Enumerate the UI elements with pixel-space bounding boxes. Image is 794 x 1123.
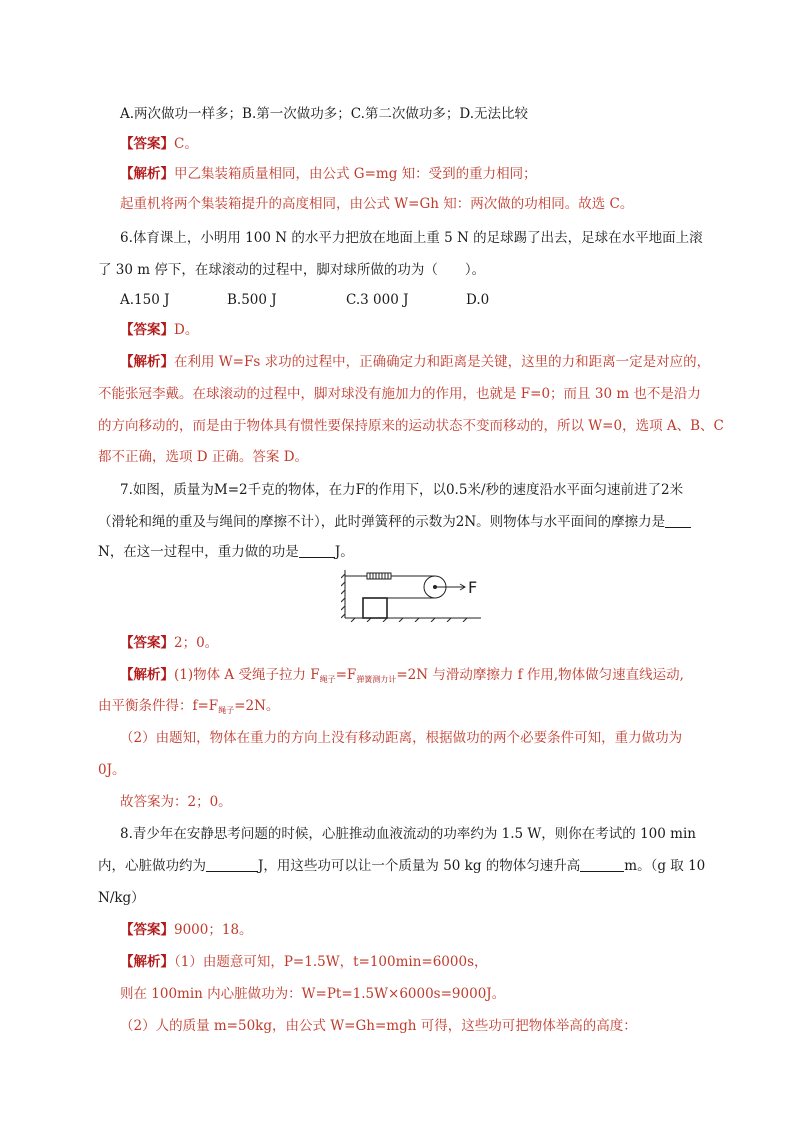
answer-tag: 【答案】 [120,635,174,651]
q8-analysis-line-2: 则在 100min 内心脏做功为：W=Pt=1.5W×6000s=9000J。 [120,986,506,1002]
analysis-text: 由平衡条件得：f=F [98,698,219,714]
subscript: 弹簧测力计 [356,675,397,684]
q5-options: A.两次做功一样多；B.第一次做功多；C.第二次做功多；D.无法比较 [120,106,529,122]
q7-stem-line-2 [98,512,691,532]
answer-blank [206,857,258,872]
q6-analysis-line-3: 的方向移动的，而是由于物体具有惯性要保持原来的运动状态不变而移动的，所以 W=0，选项 A、B、C [98,418,724,434]
analysis-text: (1)物体 A 受绳子拉力 F [174,667,320,683]
q8-answer [120,920,253,940]
block [363,598,387,618]
q6-option-a: A.150 J [120,292,170,308]
q6-option-d: D.0 [466,292,490,308]
answer-value: D。 [174,322,199,338]
q7-analysis-line-2 [98,696,279,721]
analysis-text: =F [335,667,357,683]
q5-analysis-line-1 [120,164,537,184]
q7-stem-text: J。 [334,544,354,560]
analysis-text: 甲乙集装箱质量相同，由公式 G=mg 知：受到的重力相同； [174,166,537,182]
q8-stem-text: m。（g 取 10 [624,858,706,874]
q7-analysis-line-1 [120,665,684,690]
analysis-tag: 【解析】 [120,166,174,182]
analysis-tag: 【解析】 [120,954,174,970]
answer-blank [580,857,624,872]
q8-stem-line-2 [98,856,705,876]
q6-stem-line-2: 了 30 m 停下，在球滚动的过程中，脚对球所做的功为（ ）。 [98,262,486,278]
q8-analysis-line-1 [120,952,488,972]
q8-stem-line-1: 8.青少年在安静思考问题的时候，心脏推动血液流动的功率约为 1.5 W，则你在考试的 100 min [120,826,696,842]
answer-blank [299,543,335,558]
force-label: F [468,578,478,597]
q6-analysis-line-1 [120,352,710,372]
q8-stem-text: J，用这些功可以让一个质量为 50 kg 的物体匀速升高 [258,858,581,874]
subscript: 绳子 [218,706,235,715]
answer-value: 2；0。 [174,635,219,651]
q7-stem-line-1: 7.如图，质量为M=2千克的物体，在力F的作用下，以0.5米/秒的速度沿水平面匀速前进了2米 [120,482,684,498]
q5-answer [120,134,198,154]
q7-stem-text: N，在这一过程中，重力做的功是 [98,544,299,560]
analysis-text: =2N。 [234,698,280,714]
q8-stem-line-3: N/kg） [98,890,145,906]
analysis-text: =2N 与滑动摩擦力 f 作用,物体做匀速直线运动, [396,667,684,683]
analysis-text: （1）由题意可知，P=1.5W，t=100min=6000s， [174,954,488,970]
q7-stem-text: （滑轮和绳的重及与绳间的摩擦不计），此时弹簧秤的示数为2N。则物体与水平面间的摩擦力是 [98,514,666,530]
analysis-tag: 【解析】 [120,354,174,370]
answer-tag: 【答案】 [120,136,174,152]
answer-tag: 【答案】 [120,922,174,938]
q6-analysis-line-2: 不能张冠李戴。在球滚动的过程中，脚对球没有施加力的作用，也就是 F=0；而且 30 m 也不是沿力 [98,386,701,402]
analysis-text: 在利用 W=Fs 求功的过程中，正确确定力和距离是关键，这里的力和距离一定是对应的， [174,354,711,370]
q6-option-b: B.500 J [227,292,277,308]
q6-answer [120,320,198,340]
analysis-tag: 【解析】 [120,667,174,683]
q7-answer [120,633,218,653]
q7-analysis-line-5: 故答案为：2；0。 [120,794,232,810]
q6-option-c: C.3 000 J [346,292,409,308]
q6-analysis-line-4: 都不正确，选项 D 正确。答案 D。 [98,449,309,465]
q7-analysis-line-3: （2）由题知，物体在重力的方向上没有移动距离，根据做功的两个必要条件可知，重力做功为 [120,730,683,746]
q7-analysis-line-4: 0J。 [98,762,126,778]
q7-stem-line-3 [98,542,354,562]
pulley-figure [341,568,487,622]
q6-stem-line-1: 6.体育课上，小明用 100 N 的水平力把放在地面上重 5 N 的足球踢了出去，足球在水平地面上滚 [120,230,703,246]
answer-value: 9000；18。 [174,922,253,938]
q8-analysis-line-3: （2）人的质量 m=50kg，由公式 W=Gh=mgh 可得，这些功可把物体举高的高度： [120,1018,637,1034]
q5-analysis-line-2: 起重机将两个集装箱提升的高度相同，由公式 W=Gh 知：两次做的功相同。故选 C。 [120,196,634,212]
q8-stem-text: 内，心脏做功约为 [98,858,206,874]
answer-blank [665,513,691,528]
answer-value: C。 [174,136,198,152]
answer-tag: 【答案】 [120,322,174,338]
subscript: 绳子 [319,675,336,684]
